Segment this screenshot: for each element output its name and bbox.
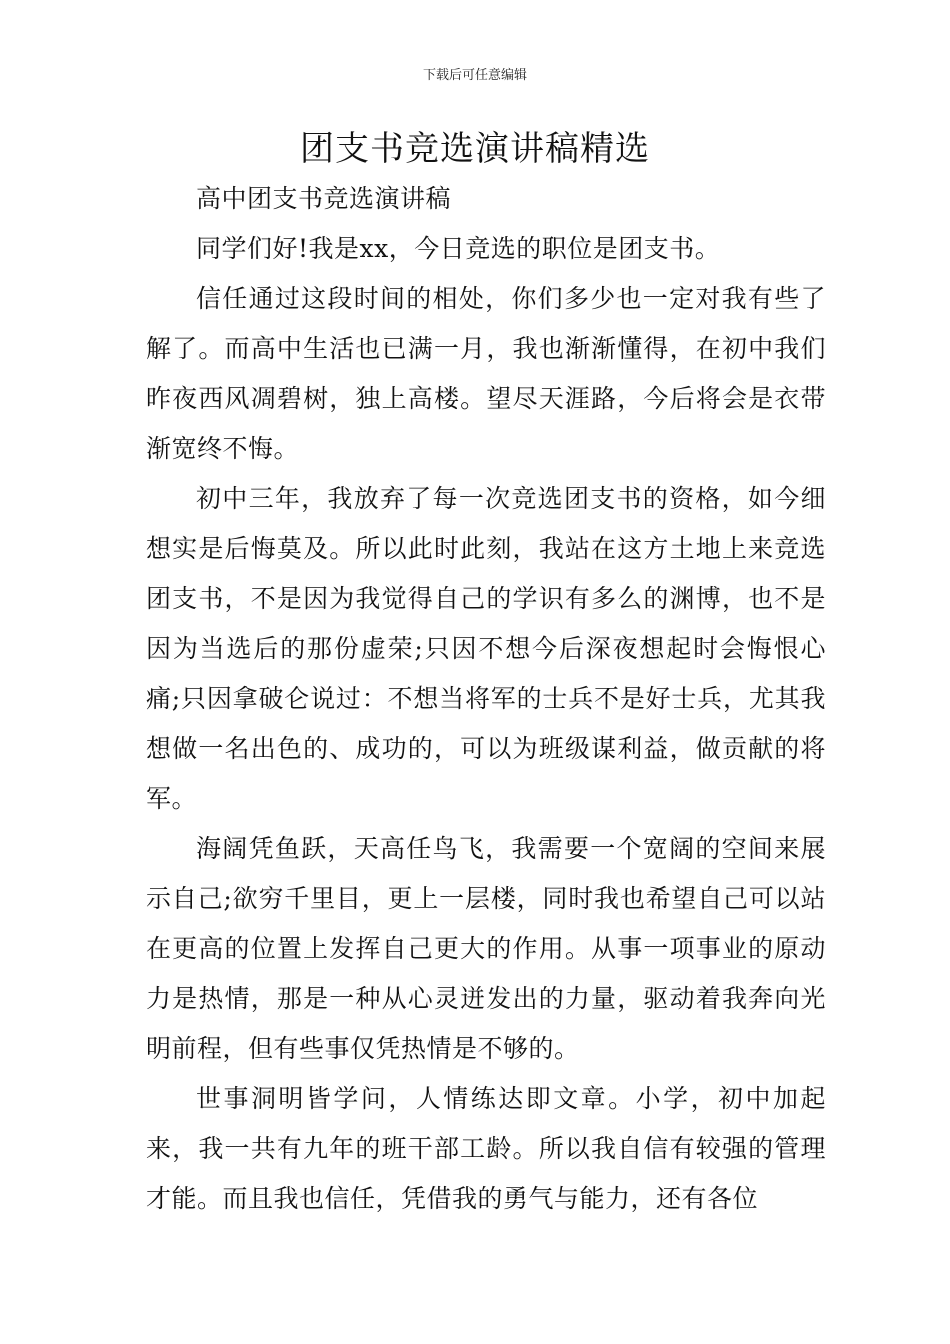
paragraph: 世事洞明皆学问，人情练达即文章。小学，初中加起来，我一共有九年的班干部工龄。所以我自信有较强的管理才能。而且我也信任，凭借我的勇气与能力，还有各位 [146, 1084, 826, 1213]
paragraph-subtitle: 高中团支书竞选演讲稿 [196, 184, 452, 213]
paragraph: 信任通过这段时间的相处，你们多少也一定对我有些了解了。而高中生活也已满一月，我也渐渐懂得，在初中我们昨夜西风凋碧树，独上高楼。望尽天涯路，今后将会是衣带渐宽终不悔。 [146, 284, 826, 463]
header-note: 下载后可任意编辑 [422, 68, 527, 83]
paragraph: 初中三年，我放弃了每一次竞选团支书的资格，如今细想实是后悔莫及。所以此时此刻，我站在这方土地上来竞选团支书，不是因为我觉得自己的学识有多么的渊博，也不是因为当选后的那份虚荣;只因不想今后深夜想起时会悔恨心痛;只因拿破仑说过：不想当将军的士兵不是好士兵，尤其我想做一名出色的、成功的，可以为班级谋利益，做贡献的将军。 [146, 484, 826, 813]
document-title: 团支书竞选演讲稿精选 [300, 129, 650, 169]
document-body [146, 174, 826, 1224]
paragraph: 海阔凭鱼跃，天高任鸟飞，我需要一个宽阔的空间来展示自己;欲穷千里目，更上一层楼，同时我也希望自己可以站在更高的位置上发挥自己更大的作用。从事一项事业的原动力是热情，那是一种从心灵迸发出的力量，驱动着我奔向光明前程，但有些事仅凭热情是不够的。 [146, 834, 826, 1063]
paragraph-greeting: 同学们好!我是xx，今日竞选的职位是团支书。 [196, 234, 721, 263]
